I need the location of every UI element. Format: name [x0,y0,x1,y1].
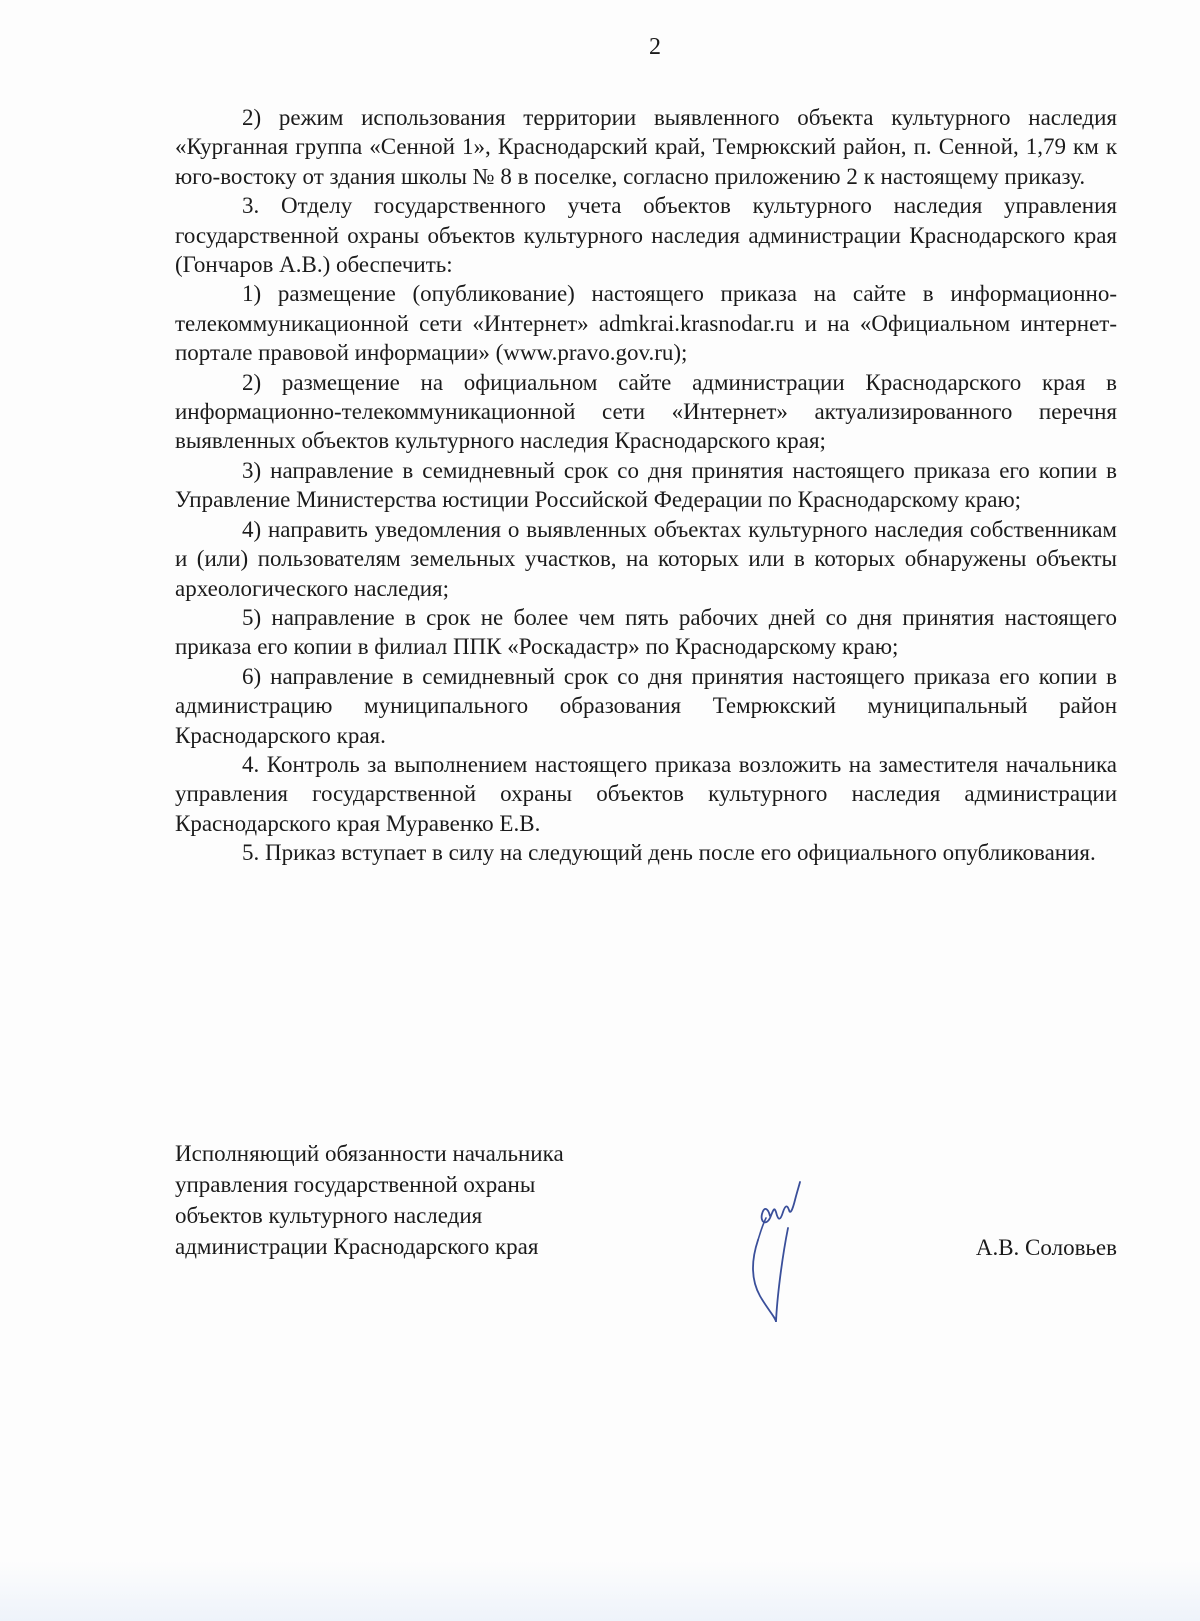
paragraph-ministry-justice: 3) направление в семидневный срок со дня принятия настоящего приказа его копии в Управление Министерства юстиции Российской Федерации по Краснодарскому краю; [175,457,1117,513]
document-body [175,103,1117,868]
paragraph-municipal-administration: 6) направление в семидневный срок со дня принятия настоящего приказа его копии в администрацию муниципального образования Темрюкский муниципальный район Краснодарского края. [175,663,1117,748]
page-number: 2 [649,34,661,60]
signer-title-line: объектов культурного наследия [175,1203,483,1228]
paragraph-effective-date: 5. Приказ вступает в силу на следующий день после его официального опубликования. [242,840,1096,866]
signer-title-line: администрации Краснодарского края [175,1234,539,1259]
signature-block [175,1138,1117,1338]
signer-name: А.В. Соловьев [975,1235,1117,1260]
paragraph-website-list: 2) размещение на официальном сайте администрации Краснодарского края в информационно-телекоммуникационной сети «Интернет» актуализированного перечня выявленных объектов культурного наследия Краснодарского края; [175,369,1117,454]
paragraph-publication: 1) размещение (опубликование) настоящего приказа на сайте в информационно-телекоммуникационной сети «Интернет» admkrai.krasnodar.ru и на «Официальном интернет-портале правовой информации» (www.pravo.gov.ru); [175,281,1117,366]
handwritten-signature [740,1178,810,1328]
signer-title-line: управления государственной охраны [175,1172,536,1197]
paragraph-registration-department: 3. Отделу государственного учета объектов культурного наследия управления государственной охраны объектов культурного наследия администрации Краснодарского края (Гончаров А.В.) обеспечить: [175,193,1117,278]
paragraph-notifications: 4) направить уведомления о выявленных объектах культурного наследия собственникам и (или) пользователям земельных участков, на которых или в которых обнаружены объекты археологического наследия; [175,516,1117,601]
paragraph-control: 4. Контроль за выполнением настоящего приказа возложить на заместителя начальника управления государственной охраны объектов культурного наследия администрации Краснодарского края Муравенко Е.В. [175,751,1117,836]
signer-title-line: Исполняющий обязанности начальника [175,1141,564,1166]
paragraph-usage-regime: 2) режим использования территории выявленного объекта культурного наследия «Курганная группа «Сенной 1», Краснодарский край, Темрюкский район, п. Сенной, 1,79 км к юго-востоку от здания школы № 8 в поселке, согласно приложению 2 к настоящему приказу. [175,105,1117,189]
signer-title [175,1138,564,1262]
scan-edge-shade [0,1561,1200,1621]
paragraph-roskadastr: 5) направление в срок не более чем пять рабочих дней со дня принятия настоящего приказа его копии в филиал ППК «Роскадастр» по Краснодарскому краю; [175,604,1117,660]
